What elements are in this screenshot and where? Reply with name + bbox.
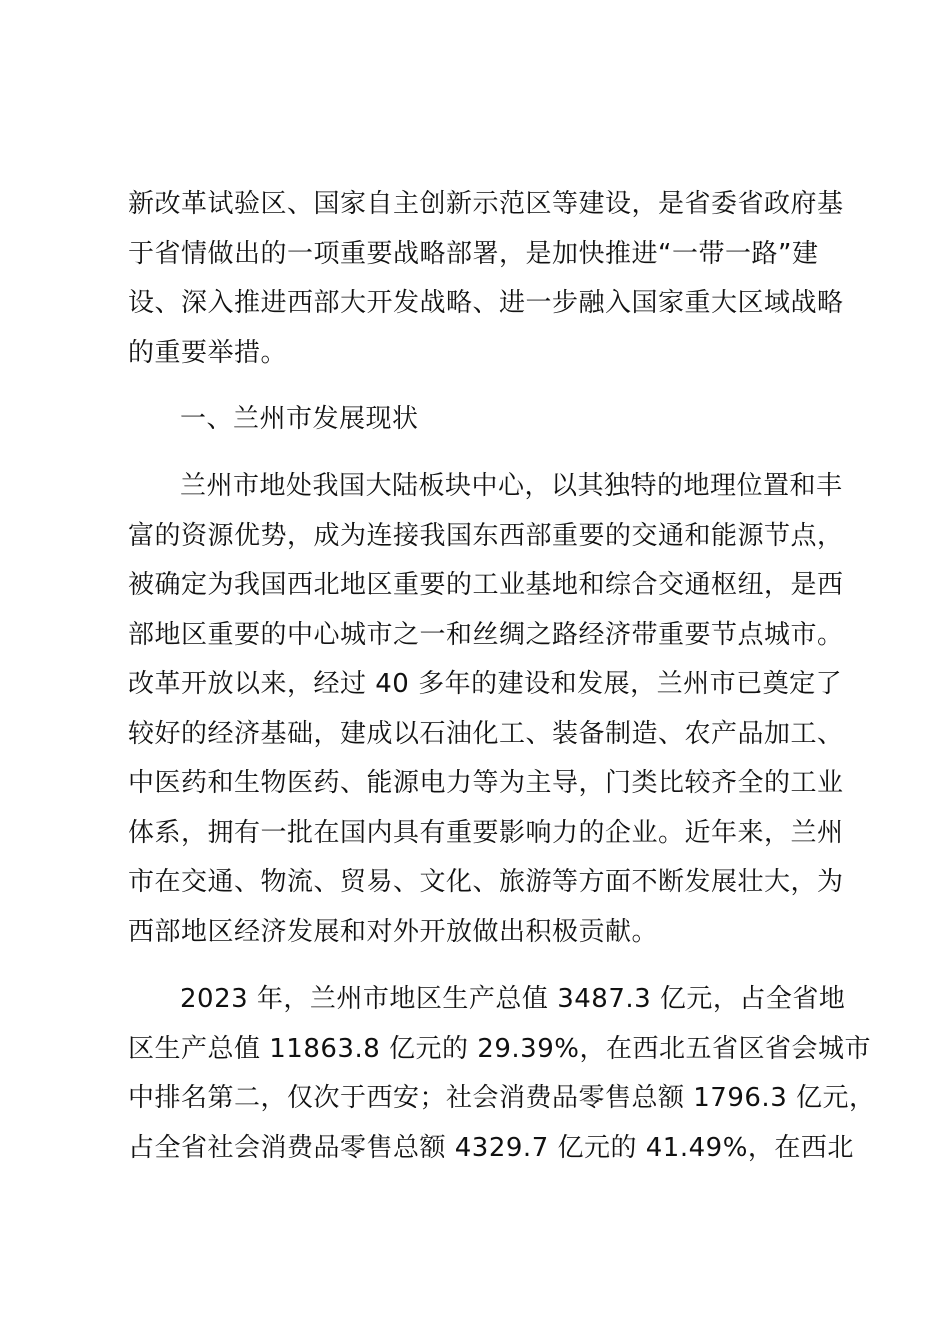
text-line: 市在交通、物流、贸易、文化、旅游等方面不断发展壮大，为: [128, 867, 844, 897]
paragraph-lanzhou-overview: [128, 462, 848, 957]
text-line: 部地区重要的中心城市之一和丝绸之路经济带重要节点城市。: [128, 619, 844, 650]
text-line: 新改革试验区、国家自主创新示范区等建设，是省委省政府基: [128, 189, 844, 219]
text-line: 区生产总值 11863.8 亿元的 29.39%，在西北五省区省会城市: [128, 1033, 871, 1064]
text-line: 于省情做出的一项重要战略部署，是加快推进“一带一路”建: [128, 238, 819, 269]
text-line: 设、深入推进西部大开发战略、进一步融入国家重大区域战略: [128, 288, 844, 318]
text-line: 较好的经济基础，建成以石油化工、装备制造、农产品加工、: [128, 718, 844, 749]
text-line: 2023 年，兰州市地区生产总值 3487.3 亿元，占全省地: [180, 984, 846, 1014]
text-line: 富的资源优势，成为连接我国东西部重要的交通和能源节点，: [128, 520, 844, 551]
paragraph-2023-statistics: [128, 975, 876, 1173]
text-line: 占全省社会消费品零售总额 4329.7 亿元的 41.49%，在西北: [128, 1132, 854, 1163]
text-line: 中排名第二，仅次于西安；社会消费品零售总额 1796.3 亿元，: [128, 1083, 876, 1113]
paragraph-intro-continued: [128, 180, 848, 378]
text-line: 改革开放以来，经过 40 多年的建设和发展，兰州市已奠定了: [128, 669, 843, 699]
text-line: 的重要举措。: [128, 337, 288, 368]
text-line: 兰州市地处我国大陆板块中心，以其独特的地理位置和丰: [180, 471, 843, 501]
section-heading: [128, 395, 848, 445]
text-line: 中医药和生物医药、能源电力等为主导，门类比较齐全的工业: [128, 768, 844, 798]
text-line: 西部地区经济发展和对外开放做出积极贡献。: [128, 916, 659, 947]
text-line: 被确定为我国西北地区重要的工业基地和综合交通枢纽，是西: [128, 570, 844, 600]
text-line: 体系，拥有一批在国内具有重要影响力的企业。近年来，兰州: [128, 817, 844, 848]
section-heading-text: 一、兰州市发展现状: [180, 404, 419, 434]
